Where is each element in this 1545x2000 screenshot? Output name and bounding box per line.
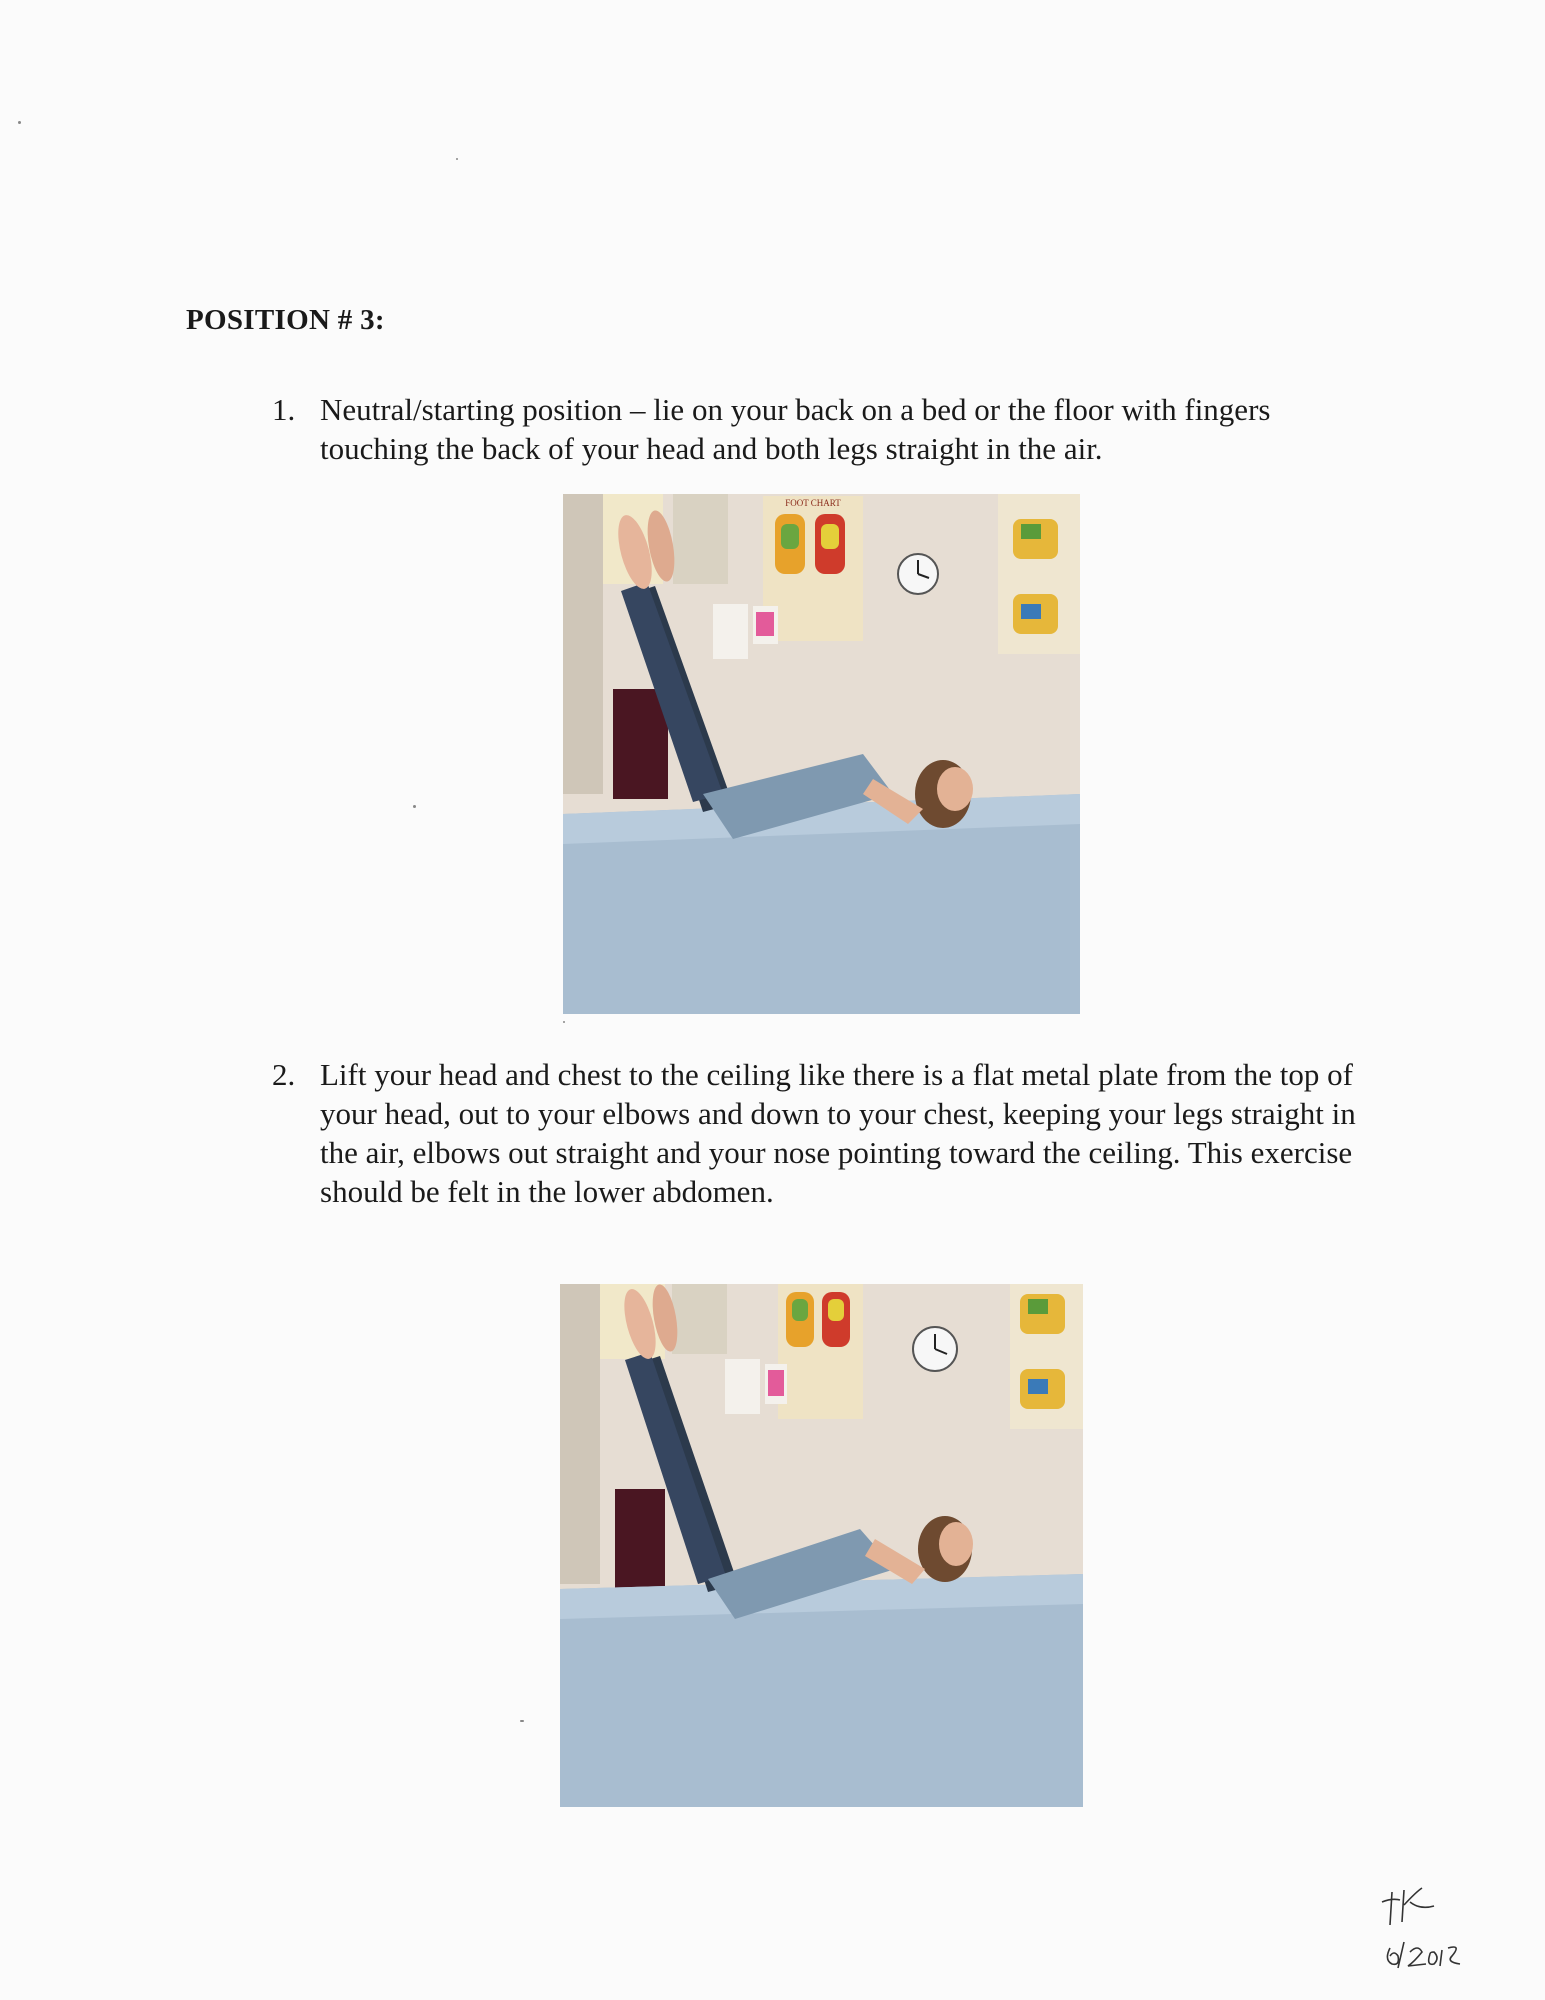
scan-speck [456,158,458,160]
scan-speck [413,805,416,808]
handwritten-signature [1370,1880,1490,1980]
step-item-2 [272,1055,1382,1211]
step-text: Neutral/starting position – lie on your back on a bed or the floor with fingers touching the back of your head and both legs straight in the air. [320,392,1271,466]
scan-speck [563,1021,565,1023]
scan-speck [520,1720,524,1722]
step-number: 2. [272,1057,296,1092]
step-item-1 [272,390,1382,468]
exercise-photo-start [563,494,1080,1014]
exercise-photo-lift [560,1284,1083,1807]
scan-speck [18,121,21,124]
step-text: Lift your head and chest to the ceiling like there is a flat metal plate from the top of your head, out to your elbows and down to your chest, keeping your legs straight in the air, elbows out straight and your nose pointing toward the ceiling. This exercise should be felt in the lower abdomen. [320,1057,1356,1209]
photo-illustration [563,494,1080,1014]
photo-illustration [560,1284,1083,1807]
step-number: 1. [272,392,296,427]
section-heading: POSITION # 3: [186,304,385,336]
poster-label: FOOT CHART [785,498,841,508]
